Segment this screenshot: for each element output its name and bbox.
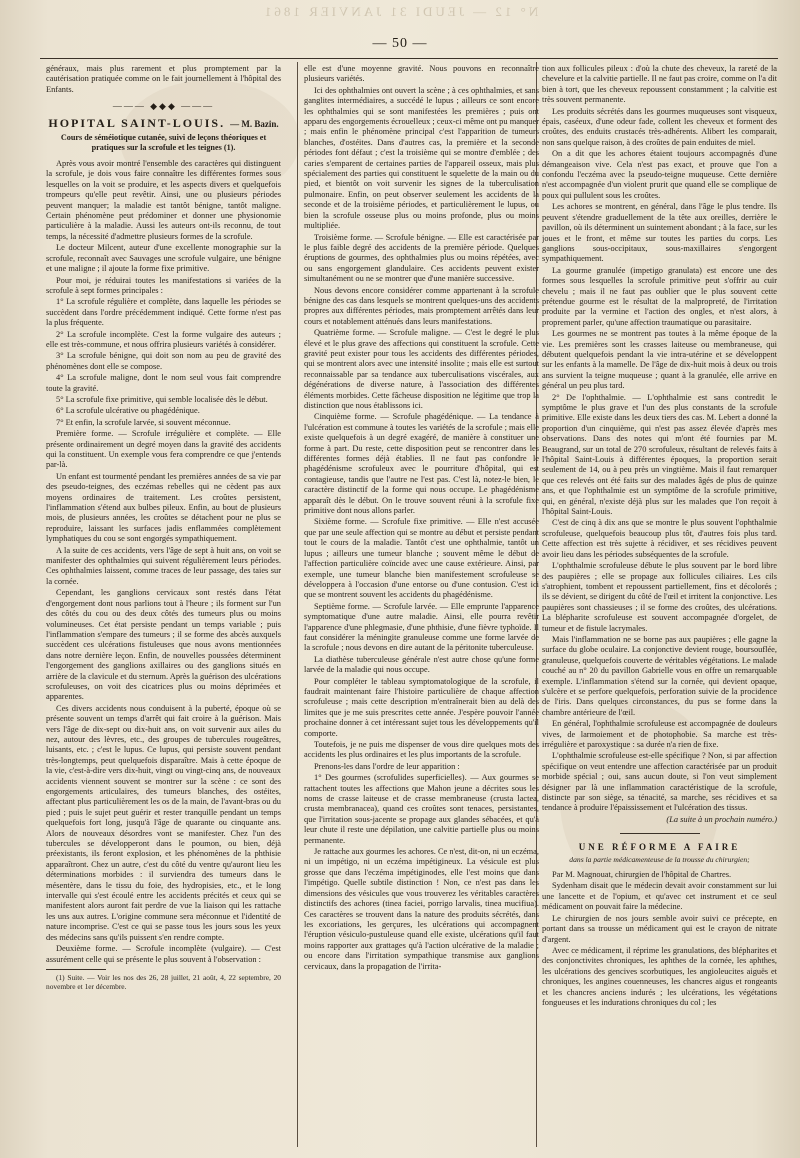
- paragraph: Nous devons encore considérer comme appartenant à la scrofule bénigne des cas dans lesquels se montrent quelques-uns des accidents propres aux différentes périodes, mais promptement arrêtés dans leur cours et notablement atténués dans leurs manifestations.: [304, 285, 539, 326]
- paragraph: Je rattache aux gourmes les achores. Ce n'est, dit-on, ni un eczéma, ni un impétigo, ni un eczéma impétigineux. La vésicule est plus grosse que dans l'eczéma impétiginodes, elle l'est moins que dans l'impétigo. Quelle subtile distinction ! Non, ce n'est pas dans les dimensions des vésicules que vous trouverez les véritables caractères distinctifs des achores (tinea faciei, porrigo larvalis, tinea mucifiua). Ces caractères se trouvent dans la nature des produits sécrétés, dans les excoriations, les gerçures, les ulcérations qui accompagnent l'éruption vésiculo-pustuleuse quand elle existe, ulcérations qu'il faut moins rapporter aux grattages qu'à l'action ulcérative de la maladie ; ou encore dans l'irritation sympathique transmise aux ganglions cervicaux, dans la propagation de l'irrita-: [304, 847, 539, 971]
- list-item: 2° La scrofule incomplète. C'est la forme vulgaire des auteurs ; elle est très-commune, et nous offrira plusieurs variétés à considérer.: [46, 329, 281, 349]
- section-author: — M. Bazin.: [230, 118, 279, 129]
- paragraph: tion aux follicules pileux : d'où la chute des cheveux, la rareté de la chevelure et la calvitie partielle. Il ne faut pas croire, comme on l'a dit bien à tort, que les cheveux repoussent constamment ; la calvitie est très souvent permanente.: [542, 64, 777, 105]
- paragraph: En général, l'ophthalmie scrofuleuse est accompagnée de douleurs vives, de larmoiement et de photophobie. Sa marche est très-irrégulière et paroxystique : sa durée n'a rien de fixe.: [542, 719, 777, 749]
- page-number: — 50 —: [372, 36, 428, 51]
- list-item: 3° La scrofule bénigne, qui doit son nom au peu de gravité des phénomènes dont elle se compose.: [46, 351, 281, 371]
- paragraph: Septième forme. — Scrofule larvée. — Elle emprunte l'apparence symptomatique d'une autre maladie. Ainsi, elle pourra revêtir l'apparence d'une phlegmasie, d'une phthisie, d'une fièvre typhoïde. Il faut considérer la méningite granuleuse comme une forme larvée de la scrofule ; nous devons en dire autant de la péritonite tuberculeuse.: [304, 601, 539, 653]
- paragraph: Les produits sécrétés dans les gourmes muqueuses sont visqueux, épais, caséeux, d'une odeur fade, collent les cheveux et forment des croûtes, des enduits crustacés très-adhérents. Alibert les comparait, non sans quelque raison, à des croûtes de pain enduites de miel.: [542, 106, 777, 147]
- bleed-through-header: N° 12 — JEUDI 31 JANVIER 1861: [261, 4, 539, 19]
- paragraph: Ici des ophthalmies ont ouvert la scène ; à ces ophthalmies, et sans ganglites intermédiaires, a succédé le lupus ; ailleurs ce sont encore les ophthalmies qui se sont manifestées les premières ; puis ont apparu des engorgements écrouelleux ; ceux-ci même ont pu manquer ; mais enfin le phénomène principal c'est l'apparition de tumeurs blanches, d'ostéites. Dans d'autres cas, la première et la seconde périodes font défaut ; c'est la troisième qui se montre d'emblée ; des caries s'emparent de certaines parties de l'appareil osseux, mais plus spécialement des parties qui constituent le squelette de la main ou du pied, et bientôt on voit survenir les signes de la tuberculisation pulmonaire. Enfin, on peut observer seulement les accidents de la seconde et de la troisième périodes, et particulièrement le lupus, ou bien la scrofule osseuse plus ou moins profonde, plus ou moins multipliée.: [304, 85, 539, 231]
- paragraph: Quatrième forme. — Scrofule maligne. — C'est le degré le plus élevé et le plus grave des affections qui constituent la scrofule. Cette gravité peut exister pour tous les accidents des différentes périodes, qui se montrent alors avec une intensité insolite ; mais elle est surtout reconnaissable par sa tendance aux tuberculisations viscérales, aux dégénérations de diverse nature, à l'association des différentes éléments morbides. Cette fâcheuse disposition ne légitime que trop la distinction que nous établissons ici.: [304, 328, 539, 410]
- lecture-subtitle: Cours de séméiotique cutanée, suivi de leçons théoriques et pratiques sur la scrofule et les teignes (1).: [60, 133, 267, 153]
- paragraph: Première forme. — Scrofule irrégulière et complète. — Elle présente ordinairement un degré moyen dans la gravité des accidents qui la constituent. Un exemple vous fera comprendre ce que j'entends par-là.: [46, 429, 281, 470]
- paragraph: Avec ce médicament, il réprime les granulations, des blépharites et des conjonctivites chroniques, les aphthes de la cornée, les aphthes, les ulcérations des gencives scorbutiques, les angioleucites aiguës et chroniques, les angines couenneuses, les chancres aigus et rongeants et les chancres anciens indurés ; les ulcérations, les végétations fongueuses et les indurations chroniques du col ; les: [542, 945, 777, 1007]
- paragraph: Cinquième forme. — Scrofule phagédénique. — La tendance à l'ulcération est commune à toutes les variétés de la scrofule ; mais elle existe quelquefois à un degré exagéré, de manière à constituer une forme à part. Du reste, cette disposition peut se rencontrer dans les différentes formes déjà établies. Il ne faut pas confondre le phagédénisme scrofuleux avec le pourriture d'hôpital, qui est contagieuse, tandis que l'autre ne l'est pas. C'est là, notez-le bien, le caractère distinctif de la forme qui nous occupe. Le phagédénisme apparaît dès le début. On le trouve souvent réuni à la scrofule fixe primitive dont nous allons parler.: [304, 412, 539, 516]
- list-item: 6° La scrofule ulcérative ou phagédénique.: [56, 406, 200, 416]
- article-subtitle: dans la partie médicamenteuse de la trousse du chirurgien;: [569, 854, 750, 864]
- paragraph: L'ophthalmie scrofuleuse débute le plus souvent par le bord libre des paupières ; elle se propage aux follicules ciliaires. Les cils s'atrophient, tombent et repoussent partiellement, fins et décolorés ; ils se dévient, se dirigent du côté de l'œil et irritent la conjonctive. Les paupières sont chassieuses ; il se forme des croûtes, des ulcérations. La blépharite scrofuleuse est souvent accompagnée d'orgelet, de tumeur et de fistule lacrymales.: [542, 561, 777, 633]
- column-divider: [297, 62, 298, 1147]
- column-1: [46, 64, 281, 1144]
- paragraph: Toutefois, je ne puis me dispenser de vous dire quelques mots des accidents les plus ordinaires et les plus importants de la scrofule.: [304, 740, 539, 760]
- paragraph: elle est d'une moyenne gravité. Nous pouvons en reconnaître plusieurs variétés.: [304, 64, 539, 84]
- paragraph: Le docteur Milcent, auteur d'une excellente monographie sur la scrofule, reconnaît avec Sauvages une scrofule vulgaire, une bénigne et une maligne ; il ajoute la forme fixe primitive.: [46, 243, 281, 274]
- top-rule: [40, 58, 778, 59]
- paragraph: La gourme granulée (impetigo granulata) est encore une des formes sous lesquelles la scrofule primitive peut s'offrir au cuir chevelu ; mais il ne faut pas oublier que le plus souvent cette prétendue gourme est le résultat de la malpropreté, de l'irritation produite par la vermine et l'action des ongles, et n'est alors, à proprement parler, qu'une affection traumatique ou parasitaire.: [542, 265, 777, 327]
- footnote-rule: [46, 969, 106, 970]
- ornament-divider: ——— ◆◆◆ ———: [112, 101, 215, 112]
- continued-note: (La suite à un prochain numéro.): [666, 814, 777, 824]
- paragraph: 2° De l'ophthalmie. — L'ophthalmie est sans contredit le symptôme le plus grave et l'un des plus constants de la scrofule primitive. Elle existe dans les deux tiers des cas. M. Lebert a donné la proportion d'un cinquième, qui n'est pas assez élevée d'après mes observations. Dans des notes qui m'ont été fournies par M. Beaugrand, sur un total de 270 scrofuleux, résultant de relevés faits à l'hôpital Saint-Louis à différentes époques, la proportion serait seulement de 14, ou à peu près un vingtième. Mais il faut remarquer que ces relevés ont été faits sur des malades âgés de plus de quinze ans, et que l'ophthalmie est un symptôme de la scrofule primitive, qui, en général, n'existe déjà plus sur les malades que l'on reçoit à l'hôpital Saint-Louis.: [542, 392, 777, 517]
- intro-paragraph: généraux, mais plus rarement et plus promptement par la cautérisation pratiquée comme on le fait journellement à l'hôpital des Enfants.: [46, 64, 281, 94]
- paragraph: Deuxième forme. — Scrofule incomplète (vulgaire). — C'est assurément celle qui se présente le plus souvent à l'observation :: [46, 944, 281, 964]
- list-item: 7° Et enfin, la scrofule larvée, si souvent méconnue.: [56, 417, 231, 427]
- paragraph: Troisième forme. — Scrofule bénigne. — Elle est caractérisée par le plus faible degré des accidents de la première période. Quelques éruptions de gourmes, des ophthalmies plus ou moins répétées, avec ou sans engorgement glandulaire. Ces accidents peuvent exister simultanément ou ne se montrer que d'une manière successive.: [304, 232, 539, 284]
- column-3: [542, 64, 777, 1144]
- paragraph: Les gourmes ne se montrent pas toutes à la même époque de la vie. Les premières sont les crasses laiteuse ou membraneuse, qui débutent quelquefois pendant la vie intra-utérine et se développent sur les enfants à la mamelle. De l'âge de dix-huit mois à deux ou trois ans survient la teigne muqueuse ; quant à la granulée, elle arrive en général un peu plus tard.: [542, 329, 777, 391]
- article-title: UNE RÉFORME A FAIRE: [578, 842, 741, 853]
- paragraph: Le chirurgien de nos jours semble avoir suivi ce précepte, en portant dans sa trousse un médicament qui est le crayon de nitrate d'argent.: [542, 913, 777, 944]
- paragraph: L'ophthalmie scrofuleuse est-elle spécifique ? Non, si par affection spécifique on veut entendre une affection caractérisée par un produit morbide spécial ; oui, sans aucun doute, si l'on veut simplement désigner par là une inflammation caractéristique de la scrofule, distincte par son siège, sa ténacité, sa marche, ses récidives et sa tendance à produire l'épaississement et l'ulcération des tissus.: [542, 751, 777, 813]
- paragraph: Pour compléter le tableau symptomatologique de la scrofule, il faudrait maintenant faire l'histoire particulière de chaque affection scrofuleuse ; mais cette description m'entraînerait bien au delà des limites que je me suis prescrites cette année. J'espère pouvoir l'année prochaine donner à cet intéressant sujet tous les développements qu'il comporte.: [304, 676, 539, 738]
- footnote: (1) Suite. — Voir les nos des 26, 28 juillet, 21 août, 4, 22 septembre, 20 novembre et 1er décembre.: [46, 972, 281, 991]
- list-item: 1° La scrofule régulière et complète, dans laquelle les périodes se succèdent dans l'ordre précédemment indiqué. Cette forme n'est pas la plus fréquente.: [46, 297, 281, 328]
- paragraph: Mais l'inflammation ne se borne pas aux paupières ; elle gagne la surface du globe oculaire. La conjonctive devient rouge, boursouflée, granuleuse, quelquefois couverte de véritables végétations. Le malade couché au n° 20 du pavillon Gabrielle vous en offre un remarquable exemple. L'inflammation s'étend sur la cornée, qui devient opaque, s'ulcère et se perfore quelquefois, perforation suivie de la procidence de l'iris. Dans quelques circonstances, du pus se forme dans la chambre antérieure de l'œil.: [542, 634, 777, 717]
- paragraph: La diathèse tuberculeuse générale n'est autre chose qu'une forme larvée de la maladie qui nous occupe.: [304, 654, 539, 675]
- column-2: [304, 64, 539, 1144]
- paragraph: C'est de cinq à dix ans que se montre le plus souvent l'ophthalmie scrofuleuse, quelquefois beaucoup plus tôt, d'autres fois plus tard. Cette affection est très sujette à récidiver, et ses récidives peuvent avoir lieu dans les périodes subséquentes de la scrofule.: [542, 518, 777, 559]
- paragraph: Sydenham disait que le médecin devait avoir constamment sur lui une lancette et de l'opium, et qu'avec cet instrument et ce seul médicament on pouvait faire la médecine.: [542, 881, 777, 912]
- paragraph: Cependant, les ganglions cervicaux sont restés dans l'état d'engorgement dont nous parlions tout à l'heure ; ils forment sur l'un des côtés du cou ou des deux côtés des tumeurs plus ou moins volumineuses. Cet état persiste pendant un temps variable ; puis l'inflammation s'empare des tumeurs ; il se forme des abcès auxquels succèdent ces ulcérations fistuleuses que nous avons mentionnées dans notre dernière leçon. Enfin, de nouvelles poussées déterminent l'engorgement des ganglions axillaires ou des ganglions situés en arrière de la clavicule et du sternum. Après la guérison des ulcérations scrofuleuses, on voit des cicatrices plus ou moins déprimées et apparentes.: [46, 588, 281, 702]
- section-title: [46, 115, 281, 130]
- section-separator: [620, 833, 700, 834]
- paragraph: 1° Des gourmes (scrofulides superficielles). — Aux gourmes se rattachent toutes les affections que Mahon jeune a décrites sous les noms de crasse laiteuse et de crasse membraneuse (crusta lactea, crusta membranacea), quand ces croûtes sont tenaces, persistantes, que l'irritation sous-jacente se propage aux glandes sébacées, et qu'à leur chute il reste une dépilation, une calvitie partielle plus ou moins permanente.: [304, 773, 539, 845]
- paragraph: Après vous avoir montré l'ensemble des caractères qui distinguent la scrofule, je dois vous faire connaître les différentes formes sous lesquelles on la voit se produire, et les aspects divers et quelquefois trompeurs qu'elle peut revêtir. Ainsi, une ou plusieurs périodes peuvent manquer; la maladie est tantôt bénigne, tantôt maligne. Certain phénomène peut prédominer et donner une physionomie particulière à la maladie. Aussi les auteurs ont-ils reconnu, de tout temps, la nécessité d'admettre plusieurs formes de la scrofule.: [46, 159, 281, 241]
- paragraph: Sixième forme. — Scrofule fixe primitive. — Elle n'est accusée que par une seule affection qui se montre au début et persiste pendant tout le cours de la maladie. Tantôt c'est une ophthalmie, tantôt un lupus ; ailleurs une tumeur blanche ; souvent même le début de l'affection particulière coïncide avec une cause extérieure. Ainsi, par exemple, une tumeur blanche bien manifestement scrofuleuse se développera à l'occasion d'une entorse ou d'une contusion. C'est ici que se montrent souvent les accidents du phagédénisme.: [304, 517, 539, 600]
- paragraph: A la suite de ces accidents, vers l'âge de sept à huit ans, on voit se manifester des ophthalmies qui suivent régulièrement leurs périodes. Ces ophthalmies laissent, comme traces de leur passage, des taies sur la cornée.: [46, 545, 281, 586]
- section-title-text: HOPITAL SAINT-LOUIS.: [48, 115, 226, 130]
- paragraph: Un enfant est tourmenté pendant les premières années de sa vie par des pseudo-teignes, des eczémas rebelles qui ne cèdent pas aux moyens ordinaires de traitement. Les croûtes persistent, l'inflammation s'étend aux bulbes pileux. Enfin, au bout de plusieurs mois, de plusieurs années, les croûtes se détachent pour ne plus se reproduire, laissant les surfaces jadis enflammées complètement lymphatiques du cou se sont engorgés sympathiquement.: [46, 471, 281, 544]
- paragraph: Pour moi, je réduirai toutes les manifestations si variées de la scrofule à sept formes principales :: [46, 275, 281, 295]
- list-item: 4° La scrofule maligne, dont le nom seul vous fait comprendre toute la gravité.: [46, 373, 281, 393]
- paragraph: On a dit que les achores étaient toujours accompagnés d'une démangeaison vive. Cela n'est pas exact, et prouve que l'on a confondu l'eczéma avec la pseudo-teigne muqueuse. Cette dernière n'est accompagnée d'un violent prurit que quand elle se complique de poux qui pullulent sous les croûtes.: [542, 149, 777, 200]
- paragraph: Les achores se montrent, en général, dans l'âge le plus tendre. Ils peuvent s'étendre graduellement de la tête aux oreilles, derrière le pavillon, où ils déterminent un suintement abondant ; à la face, sur les joues et le front, et même sur toutes les parties du corps. Les ganglions sous-occipitaux, sous-maxillaires s'engorgent sympathiquement.: [542, 202, 777, 264]
- list-item: 5° La scrofule fixe primitive, qui semble localisée dès le début.: [56, 394, 268, 404]
- paragraph: Ces divers accidents nous conduisent à la puberté, époque où se présente souvent un temps d'arrêt qui fait croire à la guérison. Mais vers l'âge de dix-sept ou dix-huit ans, on voit survenir aux ailes du nez, autour des lèvres, etc., des groupes de tubercules rougeâtres, luisants, etc. ; c'est le lupus. Ce lupus, qui persiste souvent pendant très-longtemps, peut quelquefois disparaître. Mais à cette époque de la vie, c'est-à-dire vers dix-huit, vingt ou vingt-cinq ans, de nouveaux accidents viennent souvent se montrer sur la scène : ce sont des engorgements articulaires, des tumeurs blanches, des ostéites, affectant plus particulièrement les os de la main, de l'avant-bras ou du pied ; puis le sujet peut guérir et rester tranquille pendant un temps quelquefois fort long, jusqu'à l'âge de quarante ou cinquante ans. Alors de nouveaux désordres vont se manifester. Chez l'un des tubercules se développeront dans le poumon, ou bien, déjà préexistants, ils feront explosion, et les phénomènes de la phthisie apparaîtront. Chez un autre, c'est du côté du ventre qu'auront lieu les déterminations morbides : il surviendra des tumeurs dans le mésentère, dans le tissu du foie, des hydropisies, etc., et le long intervalle qui s'est écoulé entre les accidents précités et ceux qui se manifestent alors auront fait perdre de vue la liaison qui les rattache les uns aux autres. L'origine commune sera méconnue et l'identité de nature incomprise. C'est ce qui se passe tous les jours sous les yeux des médecins sans qu'ils puissent s'en rendre compte.: [46, 703, 281, 942]
- paragraph: Prenons-les dans l'ordre de leur apparition :: [314, 761, 460, 771]
- article-author: Par M. Magnouat, chirurgien de l'hôpital de Chartres.: [552, 870, 732, 880]
